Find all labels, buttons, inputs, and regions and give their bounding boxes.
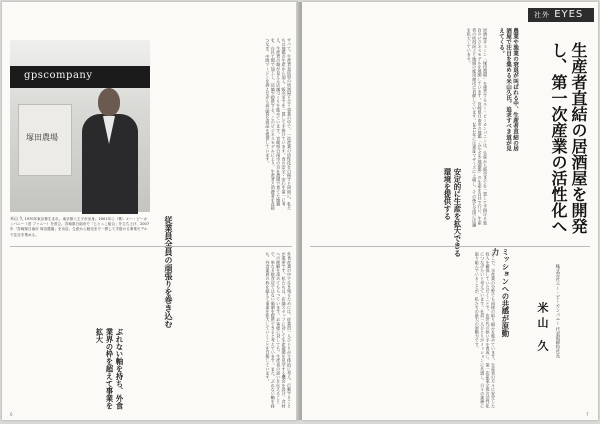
page-number-right: 7 bbox=[586, 412, 589, 417]
section-prefix: 社外 bbox=[534, 11, 550, 19]
person-head bbox=[98, 88, 120, 116]
page-number-left: 6 bbox=[10, 412, 13, 417]
body-text-c: 居酒屋チェーン「塚田農場」を運営するエー・ピーカンパニーは、生産から販売までを一貫して手掛ける独自のビジネスモデルを展開しています。宮崎県日南市の地鶏「みやざき地頭鶏」の生産を自社で行い、生産者の所得向上と地域の雇用創出に貢献しています。2012年には東証マザーズに上場し、その後も全国に店舗を拡大しています。 bbox=[466, 28, 488, 228]
left-page bbox=[2, 2, 298, 420]
body-text-b: 外食産業の中で生き残るためには、従業員一人ひとりが主体的に考え、行動することが重要です。私たちは、店舗スタッフに対して生産現場を見学する機会を設け、食材への理解を深めてもらっています。お客様に対しても、生産者の思いを伝えることで、単なる飲食店ではない価値を提供できると考えています。また、ぶれない軸を持ち、外食業界の枠を超えて事業を拡大していくことを目指しています。 bbox=[265, 252, 292, 408]
subheading-3: 安定的に生産を拡大できる環境を提供する bbox=[443, 168, 462, 257]
section-title: EYES bbox=[554, 9, 584, 20]
portrait-photo bbox=[10, 40, 150, 212]
column-rule bbox=[10, 246, 292, 247]
caption-name: 米山 久 bbox=[10, 216, 24, 221]
shop-sign-text: gpscompany bbox=[24, 70, 93, 81]
body-text-d: そこで、水産業の分野でも同様の取り組みを進めています。生産者の方々に安定した収入を確保していただくことで、次世代の担い手を育成し、第一次産業全体の活性化につなげたいと考えています。社員一人ひとりがミッションに共感し、日々の業務に取り組んでいることが、私たちの最大の原動力です。 bbox=[474, 252, 496, 408]
caption-bio: 1970年東京都生まれ。東京都八王子市出身。2001年に（株）エー・ピーカンパニー（旧 ファニー）を設立。宮崎県日南市で「じとっこ組合」を立ち上げ、2007年「宮崎県日南市 塚田農場」を出店。生産から販売まで一貫して手掛ける事業モデルで注目を集める。 bbox=[10, 217, 150, 237]
subheading-1: 従業員全員の頑張りを巻き込む bbox=[164, 216, 174, 328]
photo-caption bbox=[10, 216, 150, 238]
byline-title: 株式会社エー・ピーカンパニー 代表取締役社長 bbox=[555, 264, 560, 358]
right-page bbox=[302, 2, 598, 420]
article-headline: 生産者直結の居酒屋を開発し、第一次産業の活性化へ bbox=[549, 42, 588, 234]
byline-name: 米山 久 bbox=[536, 302, 549, 355]
subheading-2: ぶれない軸を持ち、外食業界の枠を超えて事業を拡大 bbox=[95, 328, 124, 410]
noren-text: 塚田農場 bbox=[26, 133, 58, 142]
article-lead: 農業や漁業の衰退が叫ばれる中、生産者直結の居酒屋で注目を集める米山久氏。追求すべき道が見えてくる。 bbox=[498, 28, 518, 152]
section-label bbox=[534, 9, 583, 20]
body-text-a: すべて、生産者直結型の居酒屋と言う事業の中で、一次産業の活性化を目指すと同時に、私たちは地鶏の生産から加工、販売までを一貫して手掛けています。食の安全・安心を第一に考え、生産者の顔が見える店舗づくりを進めています。宮崎県日南市の自社農場で育てた地鶏を、自社工場で加工し、店舗で提供する。このビジネスモデルにより、生産者と消費者を直接つなぎ、中間マージンを抑えながら高品質な商品を提供しています。 bbox=[265, 38, 292, 211]
column-rule-right bbox=[310, 246, 590, 247]
subheading-4: ミッションへの共感が原動力 bbox=[491, 248, 510, 337]
